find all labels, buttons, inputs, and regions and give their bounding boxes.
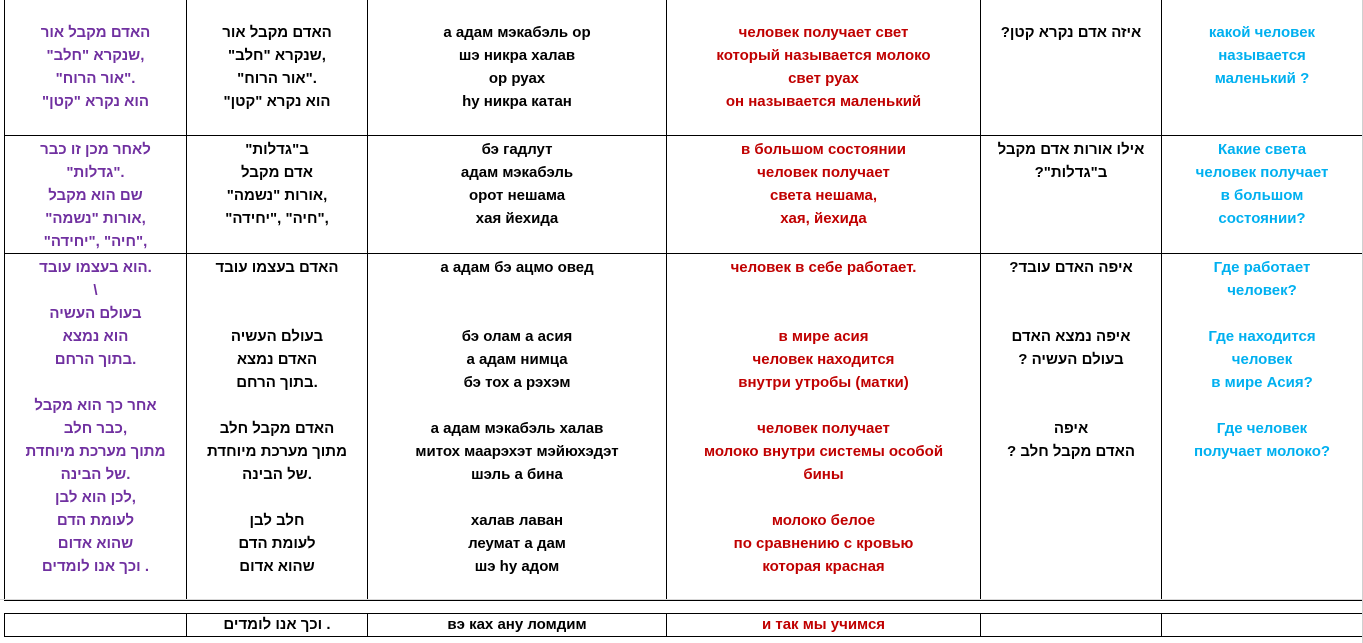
- cell-line: Какие света: [1217, 141, 1307, 158]
- lesson-table: [4, 0, 1363, 601]
- cell-line: בתוך הרחם.: [54, 351, 137, 368]
- cell-line: "הוא נקרא "קטן: [42, 93, 149, 110]
- cell-line: ?איפה האדם עובד: [1009, 259, 1133, 276]
- cell-line: внутри утробы (матки): [738, 374, 909, 391]
- cell-line: [987, 371, 1155, 394]
- cell-line: а адам мэкабэль ор: [443, 24, 591, 41]
- cell-line: hу никра катан: [462, 93, 572, 110]
- cell-line: "ב"גדלות: [245, 141, 309, 158]
- cell-line: орот нешама: [468, 187, 566, 204]
- cell-line: ?איזה אדם נקרא קטן: [1000, 24, 1142, 41]
- footer-table: [4, 613, 1363, 637]
- cell-line: [673, 394, 974, 417]
- cell-line: האדם נמצא: [236, 351, 318, 368]
- cell-line: לעומת הדם: [238, 535, 316, 552]
- table-row: [5, 254, 1363, 601]
- cell-line: хая йехида: [475, 210, 559, 227]
- cell-line: בתוך הרחם.: [236, 374, 318, 391]
- cell-line: адам мэкабэль: [460, 164, 574, 181]
- cell-line: а адам нимца: [466, 351, 568, 368]
- cell-line: митох маарэхэт мэйюхэдэт: [415, 443, 619, 460]
- cell-line: человек получает: [757, 164, 890, 181]
- purple-hebrew-cell: [5, 254, 187, 601]
- cell-line: молоко белое: [771, 512, 876, 529]
- cell-line: человек в себе работает.: [730, 259, 917, 276]
- hebrew-cell: [187, 254, 368, 601]
- cell-line: который называется молоко: [716, 47, 931, 64]
- cell-line: אילו אורות אדם מקבל: [997, 141, 1145, 158]
- cell-line: получает молоко?: [1193, 443, 1331, 460]
- russian-question-cell: [1162, 254, 1363, 601]
- purple-hebrew-cell: [5, 0, 187, 136]
- cell-line: "חיה" ,"יחידה",: [225, 210, 329, 227]
- cell-line: в мире асия: [778, 328, 869, 345]
- cell-line: האדם מקבל חלב: [219, 420, 335, 437]
- cell-line: [374, 302, 660, 325]
- cell-line: האדם בעצמו עובד: [215, 259, 339, 276]
- cell-line: [11, 371, 180, 394]
- cell-line: בעולם העשיה: [230, 328, 324, 345]
- cell-line: состоянии?: [1218, 210, 1306, 227]
- footer-question-ru-cell: [1162, 614, 1363, 637]
- cell-line: שהוא אדום: [57, 535, 134, 552]
- cell-line: ?"ב"גדלות: [1034, 164, 1108, 181]
- cell-line: [374, 279, 660, 302]
- hebrew-question-cell: [981, 254, 1162, 601]
- cell-line: в большом состоянии: [741, 141, 906, 158]
- cell-line: [987, 279, 1155, 302]
- cell-line: כבר חלב,: [63, 420, 128, 437]
- cell-line: שם הוא מקבל: [48, 187, 143, 204]
- cell-line: свет руах: [788, 70, 859, 87]
- cell-line: לעומת הדם: [56, 512, 135, 529]
- cell-line: "הוא נקרא "קטן: [223, 93, 331, 110]
- cell-line: מתוך מערכת מיוחדת: [25, 443, 166, 460]
- transliteration-cell: [368, 254, 667, 601]
- footer-translit-cell: вэ ках ану ломдим: [368, 614, 667, 637]
- cell-line: человек находится: [752, 351, 895, 368]
- hebrew-cell: [187, 0, 368, 136]
- cell-line: Где находится: [1208, 328, 1316, 345]
- cell-line: которая красная: [762, 558, 885, 575]
- cell-line: молоко внутри системы особой: [703, 443, 944, 460]
- cell-line: света нешама,: [769, 187, 878, 204]
- cell-line: [374, 486, 660, 509]
- hebrew-question-cell: [981, 136, 1162, 254]
- cell-line: הוא נמצא: [62, 328, 129, 345]
- cell-line: хая, йехида: [780, 210, 867, 227]
- cell-line: в большом: [1220, 187, 1304, 204]
- cell-line: לכן הוא לבן,: [55, 489, 136, 506]
- cell-line: [374, 394, 660, 417]
- footer-purple-cell: [5, 614, 187, 637]
- cell-line: חלב לבן: [249, 512, 305, 529]
- cell-line: "אורות "נשמה,: [45, 210, 146, 227]
- cell-line: он называется маленький: [725, 93, 922, 110]
- cell-line: ? האדם מקבל חלב: [1007, 443, 1135, 460]
- hebrew-question-cell: [981, 0, 1162, 136]
- cell-line: [673, 302, 974, 325]
- cell-line: שהוא אדום: [239, 558, 315, 575]
- cell-line: "גדלות".: [66, 164, 125, 181]
- russian-question-cell: [1162, 0, 1363, 136]
- russian-question-cell: [1162, 136, 1363, 254]
- transliteration-cell: [368, 136, 667, 254]
- section-divider: [0, 599, 1363, 600]
- cell-line: הוא בעצמו עובד.: [39, 259, 152, 276]
- cell-line: человек?: [1227, 282, 1297, 299]
- table-row: [5, 0, 1363, 136]
- cell-line: [193, 394, 361, 417]
- cell-line: [193, 279, 361, 302]
- russian-translation-cell: [667, 254, 981, 601]
- footer-question-he-cell: [981, 614, 1162, 637]
- cell-line: леумат а дам: [468, 535, 566, 552]
- cell-line: [193, 302, 361, 325]
- cell-line: какой человек: [1208, 24, 1316, 41]
- hebrew-cell: [187, 136, 368, 254]
- cell-line: маленький ?: [1214, 70, 1310, 87]
- cell-line: "אורות "נשמה,: [226, 187, 328, 204]
- cell-line: а адам бэ ацмо овед: [440, 259, 594, 276]
- cell-line: "שנקרא "חלב,: [228, 47, 326, 64]
- cell-line: "שנקרא "חלב,: [46, 47, 145, 64]
- transliteration-cell: [368, 0, 667, 136]
- footer-russian-cell: и так мы учимся: [667, 614, 981, 637]
- cell-line: а адам мэкабэль халав: [430, 420, 604, 437]
- table-row: [5, 136, 1363, 254]
- cell-line: של הבינה.: [242, 466, 312, 483]
- russian-translation-cell: [667, 136, 981, 254]
- cell-line: [987, 394, 1155, 417]
- cell-line: бэ олам а асия: [461, 328, 573, 345]
- cell-line: [193, 486, 361, 509]
- cell-line: человек получает: [1195, 164, 1329, 181]
- cell-line: וכך אנו לומדים .: [41, 558, 150, 575]
- cell-line: человек получает: [757, 420, 890, 437]
- cell-line: шэ никра халав: [458, 47, 576, 64]
- russian-translation-cell: [667, 0, 981, 136]
- cell-line: шэль а бина: [471, 466, 563, 483]
- cell-line: бэ тох а рэхэм: [463, 374, 571, 391]
- purple-hebrew-cell: [5, 136, 187, 254]
- cell-line: [1168, 302, 1356, 325]
- cell-line: אדם מקבל: [241, 164, 313, 181]
- cell-line: אחר כך הוא מקבל: [34, 397, 157, 414]
- cell-line: "אור הרוח".: [55, 70, 136, 87]
- footer-row: [5, 614, 1363, 637]
- cell-line: [987, 302, 1155, 325]
- cell-line: האדם מקבל אור: [222, 24, 332, 41]
- cell-line: לאחר מכן זו כבר: [40, 141, 151, 158]
- cell-line: "חיה" ,"יחידה",: [43, 233, 148, 250]
- cell-line: איפה: [1053, 420, 1089, 437]
- cell-line: в мире Асия?: [1211, 374, 1313, 391]
- cell-line: בעולם העשיה: [49, 305, 142, 322]
- cell-line: человек: [1231, 351, 1293, 368]
- cell-line: [1168, 394, 1356, 417]
- cell-line: называется: [1218, 47, 1306, 64]
- cell-line: бины: [803, 466, 844, 483]
- cell-line: \: [93, 282, 98, 299]
- cell-line: [673, 279, 974, 302]
- cell-line: человек получает свет: [738, 24, 909, 41]
- cell-line: по сравнению с кровью: [733, 535, 914, 552]
- cell-line: מתוך מערכת מיוחדת: [207, 443, 347, 460]
- cell-line: ор руах: [488, 70, 546, 87]
- cell-line: האדם מקבל אור: [40, 24, 151, 41]
- cell-line: [673, 486, 974, 509]
- cell-line: Где работает: [1213, 259, 1311, 276]
- cell-line: של הבינה.: [60, 466, 131, 483]
- footer-hebrew-cell: וכך אנו לומדים .: [187, 614, 368, 637]
- cell-line: шэ hу адом: [474, 558, 560, 575]
- cell-line: халав лаван: [470, 512, 564, 529]
- cell-line: איפה נמצא האדם: [1011, 328, 1131, 345]
- cell-line: "אור הרוח".: [237, 70, 317, 87]
- cell-line: бэ гадлут: [481, 141, 553, 158]
- lesson-table-body: [5, 0, 1363, 601]
- cell-line: Где человек: [1216, 420, 1308, 437]
- cell-line: ? בעולם העשיה: [1018, 351, 1124, 368]
